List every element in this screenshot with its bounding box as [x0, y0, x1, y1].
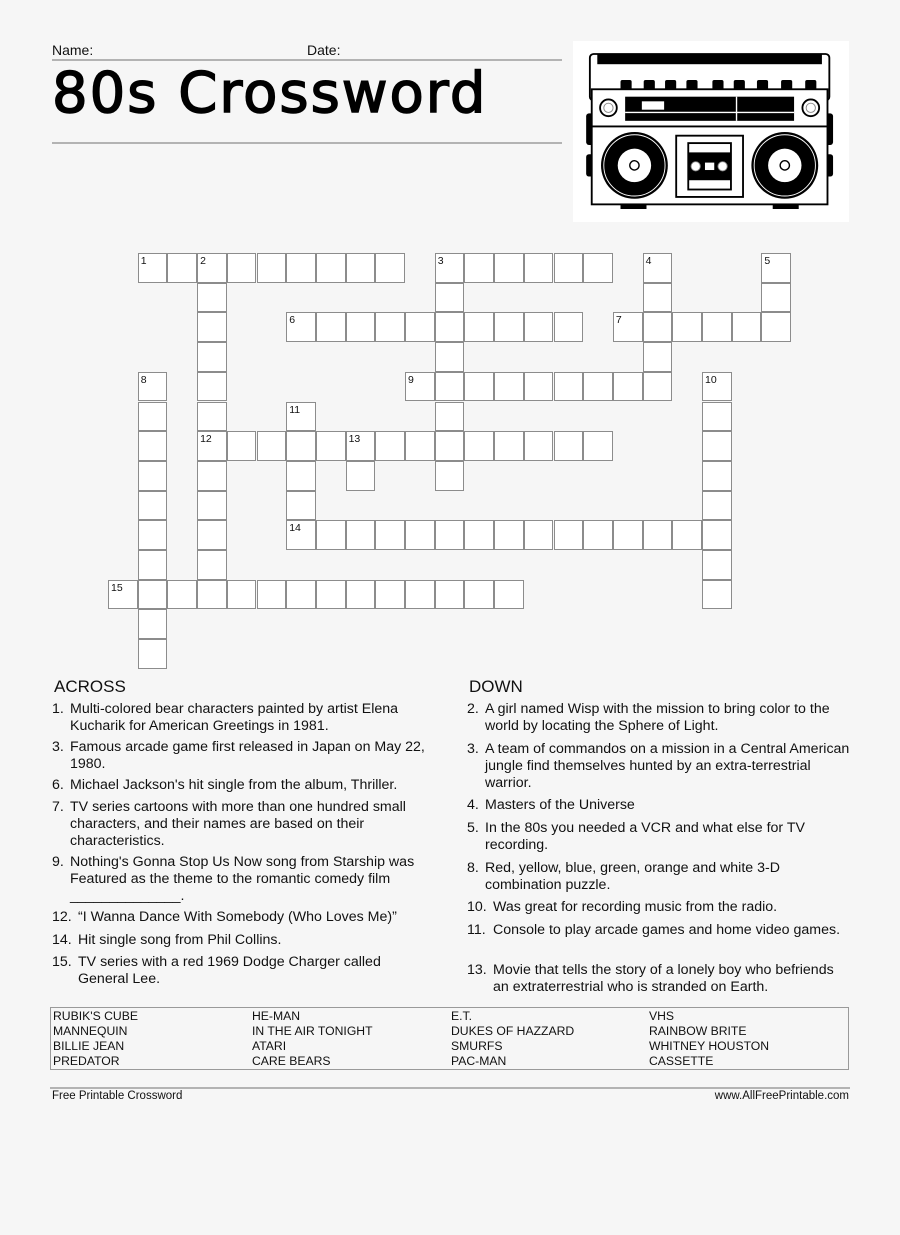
crossword-cell[interactable] [702, 491, 732, 521]
clue-text: TV series with a red 1969 Dodge Charger called General Lee. [78, 954, 381, 987]
name-label: Name: [52, 42, 94, 58]
crossword-cell[interactable] [524, 312, 554, 342]
clue-number: 11 [289, 403, 301, 416]
crossword-cell[interactable] [316, 253, 346, 283]
word-bank-item: WHITNEY HOUSTON [649, 1039, 770, 1053]
crossword-cell[interactable] [435, 253, 465, 283]
crossword-cell[interactable] [138, 609, 168, 639]
crossword-cell[interactable] [257, 431, 287, 461]
clue-number: 15 [111, 581, 123, 594]
clue-number: 13 [348, 433, 361, 446]
crossword-cell[interactable] [375, 431, 405, 461]
crossword-cell[interactable] [316, 431, 346, 461]
crossword-cell[interactable] [316, 312, 346, 342]
clue-item [467, 701, 852, 735]
clue-item [52, 854, 432, 905]
crossword-cell[interactable] [435, 461, 465, 491]
word-bank-column [649, 1009, 769, 1069]
page-title: 80s Crossword [52, 61, 488, 126]
crossword-cell[interactable] [464, 372, 494, 402]
crossword-cell[interactable] [435, 402, 465, 432]
date-label: Date: [307, 42, 341, 58]
word-bank-item: IN THE AIR TONIGHT [252, 1024, 373, 1038]
crossword-cell[interactable] [346, 461, 376, 491]
crossword-cell[interactable] [464, 312, 494, 342]
clue-number: 6 [289, 314, 296, 327]
clue-text: Movie that tells the story of a lonely boy who befriends an extraterrestrial who is stranded on Earth. [493, 962, 834, 995]
crossword-cell[interactable] [375, 312, 405, 342]
clue-number: 12 [200, 433, 212, 446]
word-bank-item: CASSETTE [649, 1054, 714, 1068]
crossword-cell[interactable] [138, 402, 168, 432]
crossword-cell[interactable] [286, 402, 316, 432]
crossword-cell[interactable] [316, 580, 346, 610]
clue-number: 6. [52, 777, 64, 793]
clue-item [467, 922, 852, 939]
crossword-cell[interactable] [702, 372, 732, 402]
crossword-cell[interactable] [464, 431, 494, 461]
clue-number: 13. [467, 962, 487, 978]
clue-item [467, 899, 852, 916]
clue-number: 1. [52, 701, 64, 717]
crossword-cell[interactable] [524, 520, 554, 550]
clue-text: In the 80s you needed a VCR and what else for TV recording. [485, 820, 805, 853]
crossword-cell[interactable] [643, 372, 673, 402]
crossword-cell[interactable] [257, 580, 287, 610]
crossword-cell[interactable] [197, 580, 227, 610]
word-bank-item: CARE BEARS [252, 1054, 331, 1068]
crossword-cell[interactable] [643, 283, 673, 313]
crossword-cell[interactable] [702, 312, 732, 342]
crossword-cell[interactable] [138, 520, 168, 550]
crossword-cell[interactable] [643, 312, 673, 342]
clue-number: 12. [52, 909, 72, 925]
clue-number: 2 [200, 255, 206, 267]
boombox-icon [573, 41, 849, 222]
crossword-cell[interactable] [227, 580, 257, 610]
crossword-cell[interactable] [375, 253, 405, 283]
crossword-cell[interactable] [494, 580, 524, 610]
crossword-cell[interactable] [138, 550, 168, 580]
crossword-cell[interactable] [138, 372, 168, 402]
crossword-cell[interactable] [286, 253, 316, 283]
crossword-cell[interactable] [167, 253, 197, 283]
crossword-cell[interactable] [346, 312, 376, 342]
crossword-cell[interactable] [286, 491, 316, 521]
crossword-cell[interactable] [405, 312, 435, 342]
clue-text: A team of commandos on a mission in a Central American jungle find themselves hunted by an extra-terrestrial warrior. [485, 741, 850, 791]
crossword-cell[interactable] [494, 372, 524, 402]
crossword-cell[interactable] [375, 580, 405, 610]
crossword-cell[interactable] [643, 520, 673, 550]
crossword-cell[interactable] [524, 372, 554, 402]
word-bank-item: RUBIK'S CUBE [53, 1009, 138, 1023]
crossword-cell[interactable] [554, 312, 584, 342]
crossword-cell[interactable] [702, 550, 732, 580]
crossword-cell[interactable] [167, 580, 197, 610]
crossword-cell[interactable] [761, 253, 791, 283]
word-bank-item: ATARI [252, 1039, 287, 1053]
crossword-cell[interactable] [197, 372, 227, 402]
crossword-cell[interactable] [494, 520, 524, 550]
crossword-cell[interactable] [197, 283, 227, 313]
footer-left-text: Free Printable Crossword [52, 1090, 183, 1102]
crossword-cell[interactable] [197, 402, 227, 432]
clue-number: 14. [52, 932, 72, 948]
crossword-cell[interactable] [197, 342, 227, 372]
footer-divider [50, 1087, 850, 1089]
crossword-cell[interactable] [583, 253, 613, 283]
clue-item [467, 741, 852, 792]
clue-number: 3. [52, 739, 64, 755]
crossword-cell[interactable] [494, 253, 524, 283]
word-bank-item: HE-MAN [252, 1009, 301, 1023]
crossword-cell[interactable] [197, 520, 227, 550]
crossword-cell[interactable] [554, 431, 584, 461]
crossword-cell[interactable] [197, 550, 227, 580]
clue-text: Hit single song from Phil Collins. [78, 932, 282, 948]
crossword-cell[interactable] [554, 253, 584, 283]
crossword-cell[interactable] [138, 491, 168, 521]
crossword-cell[interactable] [227, 253, 257, 283]
clue-number: 15. [52, 954, 72, 970]
crossword-cell[interactable] [108, 580, 138, 610]
crossword-cell[interactable] [702, 580, 732, 610]
clue-item [467, 962, 852, 996]
clue-number: 10. [467, 899, 487, 915]
across-heading: ACROSS [54, 677, 126, 696]
word-bank-item: SMURFS [451, 1039, 503, 1053]
clue-number: 2. [467, 701, 479, 717]
word-bank-item: VHS [649, 1009, 675, 1023]
crossword-cell[interactable] [435, 580, 465, 610]
clue-number: 4 [645, 255, 652, 267]
crossword-cell[interactable] [346, 580, 376, 610]
clue-number: 11. [467, 922, 486, 938]
word-bank-item: DUKES OF HAZZARD [451, 1024, 575, 1038]
clue-number: 3. [467, 741, 479, 757]
crossword-cell[interactable] [761, 283, 791, 313]
clue-number: 9. [52, 854, 64, 870]
clue-number: 7 [615, 314, 622, 327]
crossword-cell[interactable] [702, 402, 732, 432]
crossword-cell[interactable] [405, 372, 435, 402]
crossword-cell[interactable] [435, 431, 465, 461]
clue-item [52, 701, 432, 735]
crossword-cell[interactable] [286, 461, 316, 491]
crossword-cell[interactable] [435, 283, 465, 313]
crossword-cell[interactable] [435, 520, 465, 550]
crossword-cell[interactable] [197, 253, 227, 283]
crossword-cell[interactable] [435, 342, 465, 372]
clue-text: Multi-colored bear characters painted by artist Elena Kucharik for American Greetings in 1981. [70, 701, 399, 734]
crossword-cell[interactable] [643, 253, 673, 283]
crossword-cell[interactable] [405, 431, 435, 461]
word-bank-item: PAC-MAN [451, 1054, 507, 1068]
word-bank-item: PREDATOR [53, 1054, 120, 1068]
crossword-cell[interactable] [464, 580, 494, 610]
crossword-cell[interactable] [464, 520, 494, 550]
clue-text: Nothing's Gonna Stop Us Now song from Starship was Featured as the theme to the romantic comedy film ______________. [70, 854, 415, 904]
crossword-cell[interactable] [227, 431, 257, 461]
crossword-cell[interactable] [761, 312, 791, 342]
clue-number: 4. [467, 797, 479, 813]
down-heading: DOWN [469, 677, 523, 696]
clue-text: Console to play arcade games and home video games. [493, 922, 841, 938]
clue-text: Michael Jackson's hit single from the album, Thriller. [70, 777, 398, 793]
crossword-cell[interactable] [494, 431, 524, 461]
clue-text: Masters of the Universe [485, 797, 635, 813]
crossword-cell[interactable] [346, 253, 376, 283]
crossword-cell[interactable] [197, 312, 227, 342]
crossword-cell[interactable] [286, 520, 316, 550]
crossword-cell[interactable] [702, 461, 732, 491]
crossword-cell[interactable] [702, 520, 732, 550]
crossword-cell[interactable] [672, 520, 702, 550]
crossword-cell[interactable] [286, 431, 316, 461]
crossword-cell[interactable] [464, 253, 494, 283]
clue-text: Red, yellow, blue, green, orange and white 3-D combination puzzle. [485, 860, 780, 893]
word-bank-column [451, 1009, 574, 1069]
crossword-cell[interactable] [375, 520, 405, 550]
word-bank-column [53, 1009, 138, 1069]
crossword-cell[interactable] [346, 431, 376, 461]
clue-number: 7. [52, 799, 64, 815]
clue-number: 8. [467, 860, 479, 876]
crossword-cell[interactable] [583, 431, 613, 461]
clue-item [52, 909, 432, 926]
crossword-cell[interactable] [554, 520, 584, 550]
clue-item [52, 932, 432, 949]
clue-number: 5. [467, 820, 479, 836]
crossword-cell[interactable] [286, 580, 316, 610]
clue-number: 5 [764, 255, 771, 267]
crossword-cell[interactable] [346, 520, 376, 550]
crossword-cell[interactable] [672, 312, 702, 342]
clue-item [52, 739, 432, 773]
clue-item [52, 954, 432, 988]
crossword-cell[interactable] [554, 372, 584, 402]
crossword-cell[interactable] [316, 520, 346, 550]
crossword-cell[interactable] [286, 312, 316, 342]
crossword-cell[interactable] [435, 312, 465, 342]
clue-number: 8 [140, 373, 147, 386]
crossword-cell[interactable] [583, 520, 613, 550]
crossword-cell[interactable] [138, 253, 168, 283]
clue-item [52, 777, 432, 794]
crossword-cell[interactable] [197, 431, 227, 461]
clue-text: “I Wanna Dance With Somebody (Who Loves Me)” [78, 909, 397, 925]
clue-text: Famous arcade game first released in Japan on May 22, 1980. [70, 739, 425, 772]
crossword-cell[interactable] [583, 372, 613, 402]
clue-text: Was great for recording music from the radio. [493, 899, 778, 915]
crossword-cell[interactable] [613, 520, 643, 550]
crossword-cell[interactable] [197, 491, 227, 521]
crossword-cell[interactable] [138, 431, 168, 461]
crossword-cell[interactable] [405, 580, 435, 610]
crossword-cell[interactable] [613, 372, 643, 402]
crossword-cell[interactable] [524, 431, 554, 461]
crossword-cell[interactable] [138, 461, 168, 491]
footer-site-link[interactable]: www.AllFreePrintable.com [714, 1090, 849, 1102]
crossword-cell[interactable] [643, 342, 673, 372]
word-bank-item: E.T. [451, 1009, 472, 1023]
crossword-cell[interactable] [405, 520, 435, 550]
word-bank-item: RAINBOW BRITE [649, 1024, 747, 1038]
crossword-cell[interactable] [138, 580, 168, 610]
clue-number: 9 [408, 373, 414, 386]
clue-text: TV series cartoons with more than one hundred small characters, and their names are based on their characteristics. [70, 799, 406, 849]
crossword-cell[interactable] [702, 431, 732, 461]
crossword-cell[interactable] [197, 461, 227, 491]
word-bank-column [252, 1009, 373, 1069]
crossword-cell[interactable] [257, 253, 287, 283]
crossword-cell[interactable] [524, 253, 554, 283]
clue-number: 10 [705, 373, 717, 386]
crossword-cell[interactable] [494, 312, 524, 342]
word-bank-item: MANNEQUIN [53, 1024, 128, 1038]
clue-item [467, 797, 852, 814]
clue-item [467, 860, 852, 894]
word-bank-item: BILLIE JEAN [53, 1039, 125, 1053]
clue-text: A girl named Wisp with the mission to bring color to the world by locating the Sphere of Light. [485, 701, 830, 734]
word-bank [50, 1007, 849, 1070]
crossword-cell[interactable] [732, 312, 762, 342]
clue-item [52, 799, 432, 850]
crossword-cell[interactable] [435, 372, 465, 402]
crossword-cell[interactable] [613, 312, 643, 342]
crossword-cell[interactable] [138, 639, 168, 669]
title-divider [52, 142, 562, 144]
clue-number: 3 [437, 255, 444, 267]
clue-number: 14 [289, 522, 301, 535]
clue-number: 1 [140, 255, 147, 267]
clue-item [467, 820, 852, 854]
